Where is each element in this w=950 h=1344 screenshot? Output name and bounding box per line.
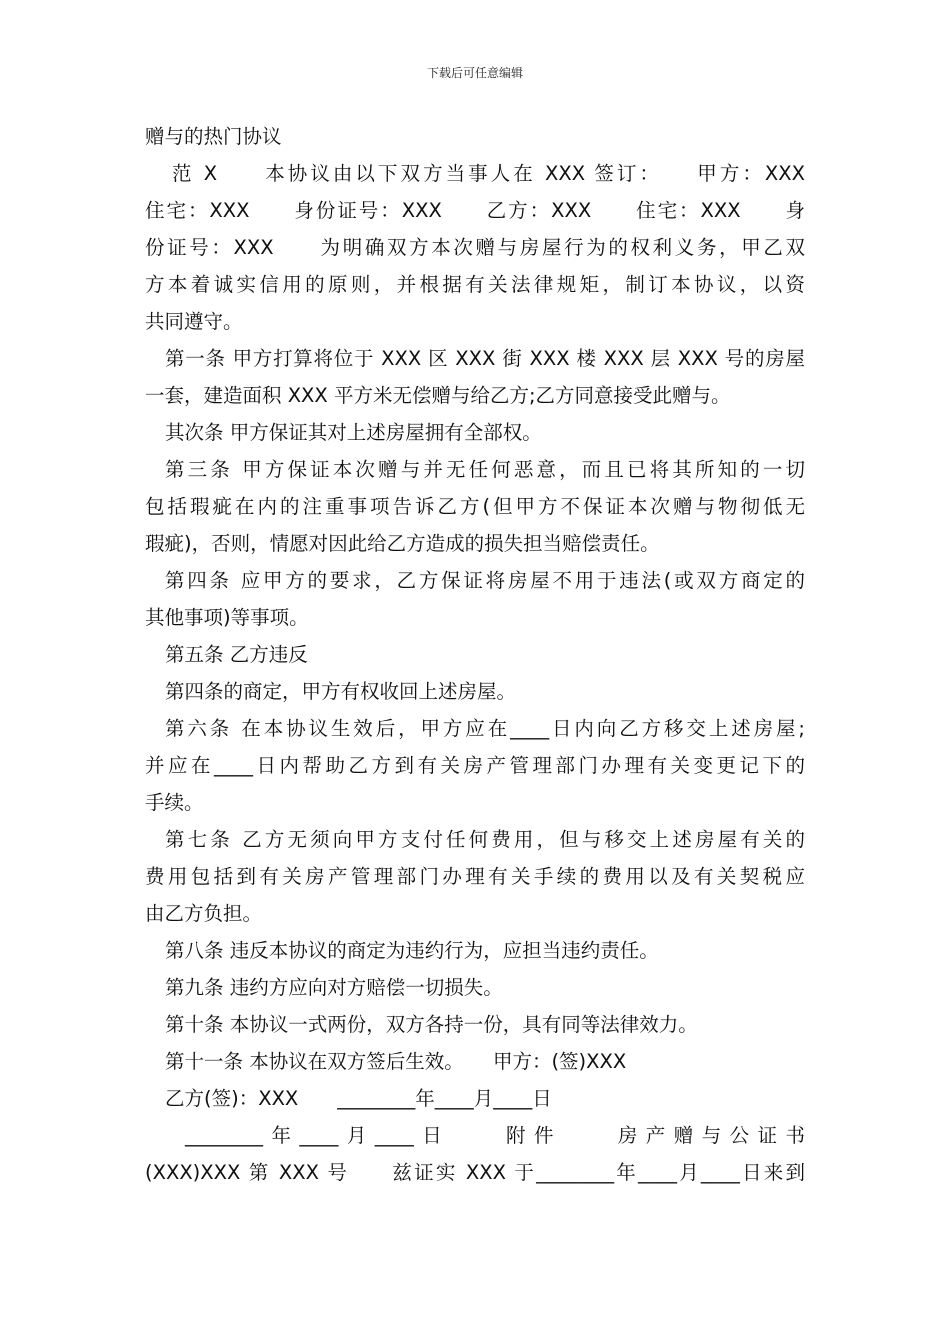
article-line: 第六条 在本协议生效后，甲方应在____日内向乙方移交上述房屋; xyxy=(165,717,805,740)
article-line: 第四条的商定，甲方有权收回上述房屋。 xyxy=(165,680,517,703)
article-3 xyxy=(145,451,805,562)
article-10 xyxy=(145,1006,805,1043)
annex-paragraph xyxy=(145,1117,805,1191)
article-line: 第一条 甲方打算将位于 XXX 区 XXX 街 XXX 楼 XXX 层 XXX 号的房屋 xyxy=(165,347,805,370)
intro-line: 方本着诚实信用的原则，并根据有关法律规矩，制订本协议，以资 xyxy=(145,273,805,296)
article-line: 并应在____日内帮助乙方到有关房产管理部门办理有关变更记下的 xyxy=(145,754,805,777)
article-line: 一套，建造面积 XXX 平方米无偿赠与给乙方;乙方同意接受此赠与。 xyxy=(145,384,731,407)
article-line: 由乙方负担。 xyxy=(145,902,263,925)
article-line: 其他事项)等事项。 xyxy=(145,606,309,629)
article-1 xyxy=(145,340,805,414)
intro-paragraph xyxy=(145,155,805,340)
page-header-note: 下载后可任意编辑 xyxy=(426,66,523,80)
intro-line: 共同遵守。 xyxy=(145,310,243,333)
intro-line: 住宅：XXX 身份证号：XXX 乙方：XXX 住宅：XXX 身 xyxy=(145,199,805,222)
article-5-continued xyxy=(145,673,805,710)
article-line: 瑕疵)，否则，情愿对因此给乙方造成的损失担当赔偿责任。 xyxy=(145,532,660,555)
intro-line: 范 X 本协议由以下双方当事人在 XXX 签订： 甲方：XXX xyxy=(172,162,805,185)
document-body xyxy=(145,118,805,1191)
article-line: 费用包括到有关房产管理部门办理有关手续的费用以及有关契税应 xyxy=(145,865,805,888)
article-2 xyxy=(145,414,805,451)
article-11 xyxy=(145,1043,805,1080)
article-line: 第三条 甲方保证本次赠与并无任何恶意，而且已将其所知的一切 xyxy=(165,458,805,481)
article-7 xyxy=(145,821,805,932)
article-line: 第四条 应甲方的要求，乙方保证将房屋不用于违法(或双方商定的 xyxy=(165,569,805,592)
article-8 xyxy=(145,932,805,969)
article-line: 手续。 xyxy=(145,791,204,814)
annex-line: ________年____月____日 附件 房产赠与公证书 xyxy=(185,1124,805,1147)
article-line: 第五条 乙方违反 xyxy=(165,643,308,666)
article-line: 包括瑕疵在内的注重事项告诉乙方(但甲方不保证本次赠与物彻低无 xyxy=(145,495,805,518)
article-line: 第八条 违反本协议的商定为违约行为，应担当违约责任。 xyxy=(165,939,659,962)
intro-line: 份证号：XXX 为明确双方本次赠与房屋行为的权利义务，甲乙双 xyxy=(145,236,805,259)
article-line: 第十一条 本协议在双方签后生效。 甲方：(签)XXX xyxy=(165,1050,627,1073)
document-title: 赠与的热门协议 xyxy=(145,125,282,148)
article-line: 其次条 甲方保证其对上述房屋拥有全部权。 xyxy=(165,421,542,444)
signature-line xyxy=(145,1080,805,1117)
annex-line: (XXX)XXX 第 XXX 号 兹证实 XXX 于________年____月____日来到 xyxy=(145,1161,805,1184)
article-line: 第七条 乙方无须向甲方支付任何费用，但与移交上述房屋有关的 xyxy=(165,828,805,851)
article-line: 第九条 违约方应向对方赔偿一切损失。 xyxy=(165,976,503,999)
article-5 xyxy=(145,636,805,673)
article-9 xyxy=(145,969,805,1006)
signature-text: 乙方(签)：XXX ________年____月____日 xyxy=(165,1087,552,1110)
article-4 xyxy=(145,562,805,636)
article-line: 第十条 本协议一式两份，双方各持一份，具有同等法律效力。 xyxy=(165,1013,698,1036)
article-6 xyxy=(145,710,805,821)
